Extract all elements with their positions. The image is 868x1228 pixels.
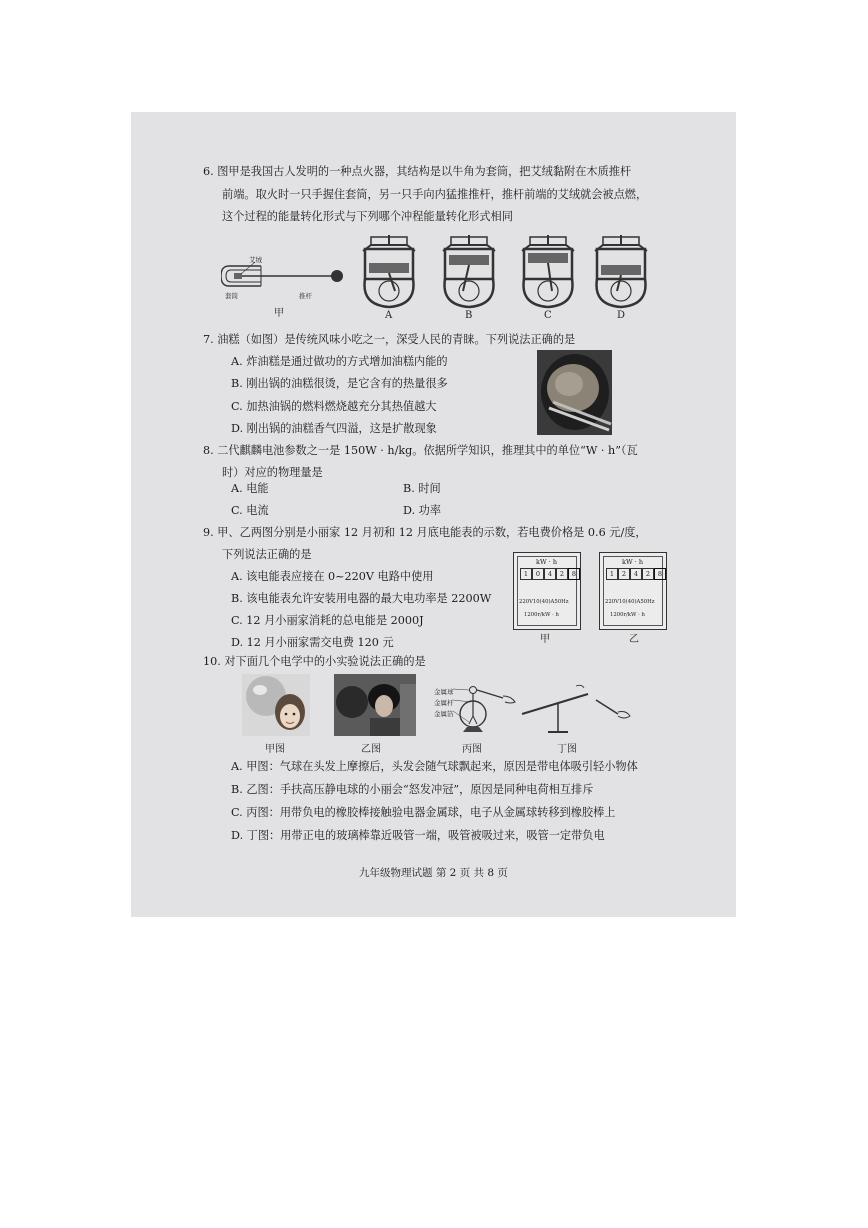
- meter-jia-digit: 4: [544, 568, 556, 580]
- q7-option-b: B. 刚出锅的油糕很烫，是它含有的热量很多: [231, 377, 448, 390]
- q10-option-c: C. 丙图：用带负电的橡胶棒接触验电器金属球，电子从金属球转移到橡胶棒上: [231, 806, 616, 819]
- page-footer: 九年级物理试题 第 2 页 共 8 页: [359, 867, 508, 879]
- fire-piston-figure: [221, 252, 351, 307]
- q7-stem: 7. 油糕（如图）是传统风味小吃之一，深受人民的青睐。下列说法正确的是: [203, 333, 576, 346]
- meter-jia-spec: 220V10(40)A50Hz: [519, 599, 569, 605]
- option-d-label: D: [617, 310, 626, 321]
- meter-jia-digit: 0: [532, 568, 544, 580]
- q9-line1: 9. 甲、乙两图分别是小丽家 12 月初和 12 月底电能表的示数，若电费价格是 0.6 元/度，: [203, 526, 647, 539]
- q7-option-a: A. 炸油糕是通过做功的方式增加油糕内能的: [231, 355, 448, 368]
- meter-jia-unit: kW · h: [536, 558, 558, 566]
- straw-rod-figure: [518, 680, 633, 738]
- meter-yi-rev: 1200r/kW · h: [610, 612, 645, 618]
- q6-line3: 这个过程的能量转化形式与下列哪个冲程能量转化形式相同: [222, 210, 513, 223]
- meter-jia-readout: [520, 568, 580, 580]
- q9-option-c: C. 12 月小丽家消耗的总电能是 2000J: [231, 614, 424, 627]
- meter-yi-readout: [606, 568, 666, 580]
- engine-stroke-b-icon: [437, 235, 501, 310]
- meter-yi-digit: 2: [618, 568, 630, 580]
- q9-option-b: B. 该电能表允许安装用电器的最大电功率是 2200W: [231, 592, 492, 605]
- q9-option-d: D. 12 月小丽家需交电费 120 元: [231, 636, 394, 649]
- engine-stroke-a-icon: [357, 235, 421, 310]
- q9-option-a: A. 该电能表应接在 0~220V 电路中使用: [231, 570, 434, 583]
- meter-jia-digit: 1: [520, 568, 532, 580]
- q8-option-c: C. 电流: [231, 504, 269, 517]
- label-metal-rod: 金属杆: [434, 699, 454, 707]
- meter-yi-spec: 220V10(40)A50Hz: [605, 599, 655, 605]
- q8-line2: 时）对应的物理量是: [222, 466, 323, 479]
- meter-jia: [513, 552, 581, 630]
- q10-option-a: A. 甲图：气球在头发上摩擦后，头发会随气球飘起来，原因是带电体吸引轻小物体: [231, 760, 638, 773]
- q8-option-d: D. 功率: [403, 504, 442, 517]
- fig-label-jia: 甲图: [265, 744, 285, 755]
- meter-yi-digit: 1: [606, 568, 618, 580]
- engine-stroke-d-icon: [589, 235, 653, 310]
- q8-line1: 8. 二代麒麟电池参数之一是 150W · h/kg。依据所学知识，推理其中的单位“W · h”（瓦: [203, 444, 638, 457]
- label-tuigan: 推杆: [299, 292, 312, 300]
- meter-yi-unit: kW · h: [622, 558, 644, 566]
- label-jia-fig: 甲: [274, 308, 284, 319]
- q8-option-b: B. 时间: [403, 482, 441, 495]
- meter-yi-digit: 2: [642, 568, 654, 580]
- q7-option-d: D. 刚出锅的油糕香气四溢，这是扩散现象: [231, 422, 437, 435]
- fig-label-yi: 乙图: [361, 744, 381, 755]
- q6-line1: 6. 图甲是我国古人发明的一种点火器，其结构是以牛角为套筒，把艾绒黏附在木质推杆: [203, 165, 632, 178]
- option-a-label: A: [385, 310, 393, 321]
- label-aironge: 艾绒: [249, 256, 262, 264]
- option-b-label: B: [465, 310, 473, 321]
- static-ball-photo: [334, 674, 416, 736]
- meter-jia-digit-decimal: 8: [568, 568, 580, 580]
- meter-jia-rev: 1200r/kW · h: [524, 612, 559, 618]
- engine-stroke-c-icon: [516, 235, 580, 310]
- balloon-hair-photo: [242, 674, 310, 736]
- label-meter-jia: 甲: [540, 634, 550, 645]
- meter-yi: [599, 552, 667, 630]
- meter-jia-digit: 2: [556, 568, 568, 580]
- q7-option-c: C. 加热油锅的燃料燃烧越充分其热值越大: [231, 400, 437, 413]
- q10-option-b: B. 乙图：手扶高压静电球的小丽会“怒发冲冠”，原因是同种电荷相互排斥: [231, 783, 594, 796]
- label-metal-ball: 金属球: [434, 688, 454, 696]
- exam-page: [131, 112, 736, 917]
- q6-line2: 前端。取火时一只手握住套筒，另一只手向内猛推推杆，推杆前端的艾绒就会被点燃，: [222, 188, 648, 201]
- label-meter-yi: 乙: [629, 634, 639, 645]
- option-c-label: C: [544, 310, 552, 321]
- label-taotong: 套筒: [225, 292, 238, 300]
- q10-stem: 10. 对下面几个电学中的小实验说法正确的是: [203, 655, 426, 668]
- fig-label-bing: 丙图: [462, 744, 482, 755]
- oil-cake-photo: [537, 350, 612, 435]
- fig-label-ding: 丁图: [557, 744, 577, 755]
- meter-yi-digit-decimal: 8: [654, 568, 666, 580]
- meter-yi-digit: 4: [630, 568, 642, 580]
- label-metal-foil: 金属箔: [434, 710, 454, 718]
- q10-option-d: D. 丁图：用带正电的玻璃棒靠近吸管一端，吸管被吸过来，吸管一定带负电: [231, 829, 605, 842]
- q8-option-a: A. 电能: [231, 482, 269, 495]
- q9-line2: 下列说法正确的是: [222, 548, 312, 561]
